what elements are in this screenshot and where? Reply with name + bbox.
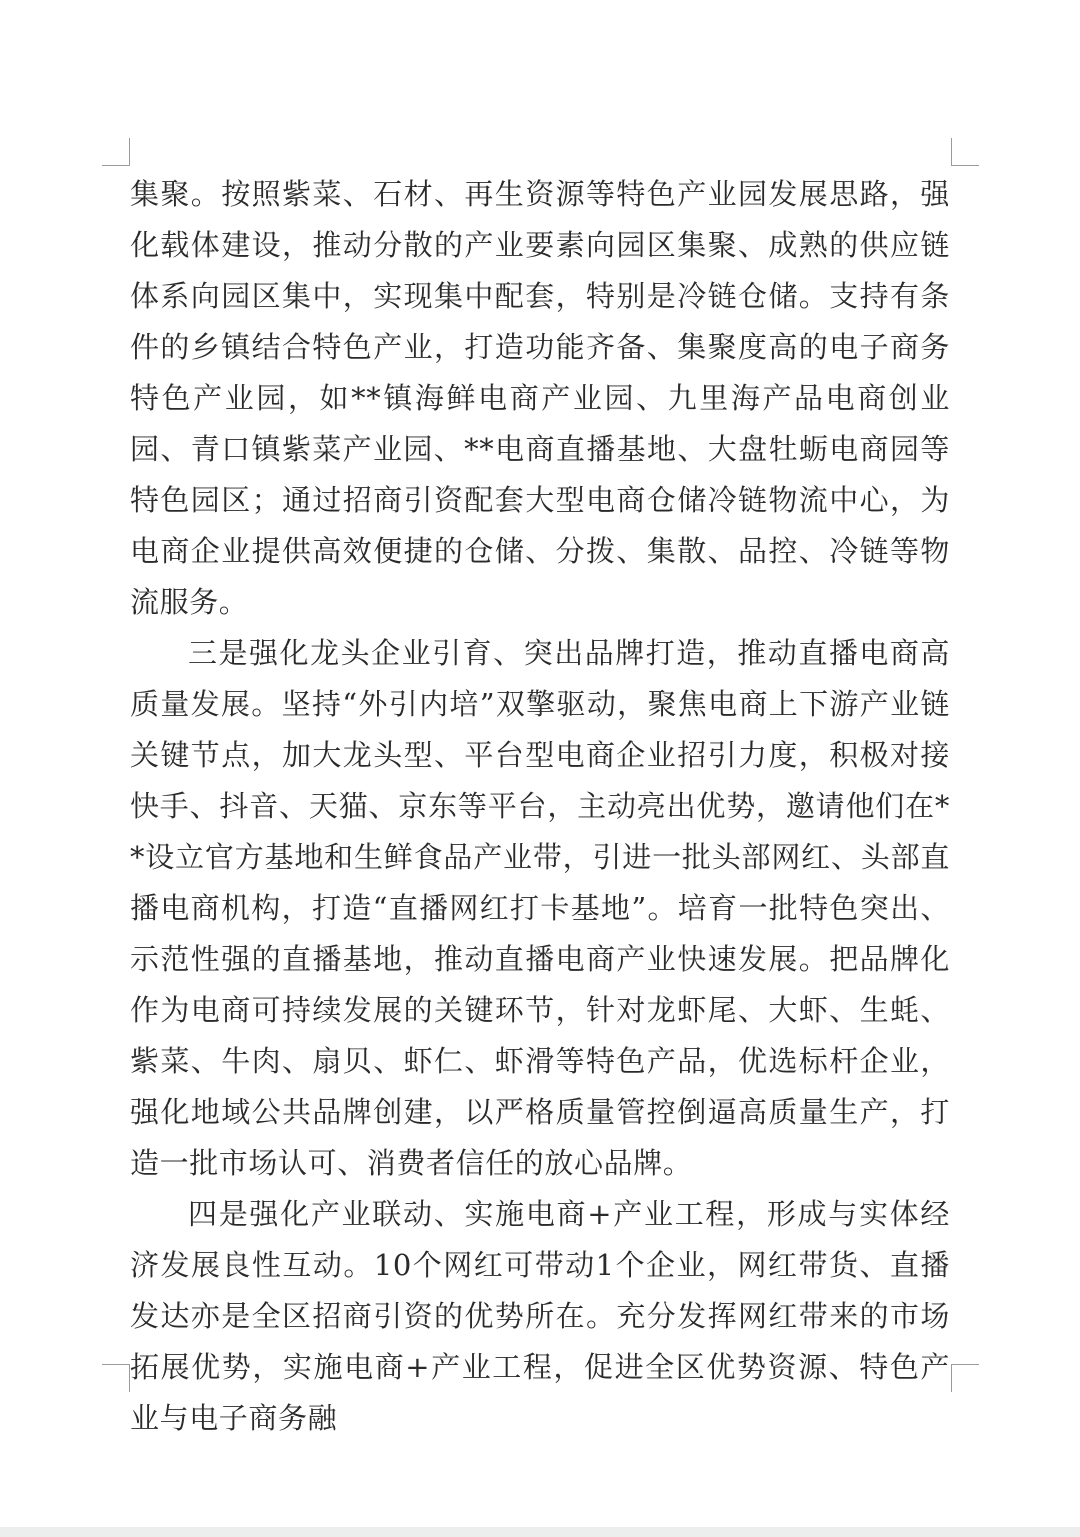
crop-mark-top-right [951, 138, 979, 166]
crop-mark-bottom-right [951, 1364, 979, 1392]
paragraph-1: 集聚。按照紫菜、石材、再生资源等特色产业园发展思路，强化载体建设，推动分散的产业要素向园区集聚、成熟的供应链体系向园区集中，实现集中配套，特别是冷链仓储。支持有条件的乡镇结合特色产业，打造功能齐备、集聚度高的电子商务特色产业园，如**镇海鲜电商产业园、九里海产品电商创业园、青口镇紫菜产业园、**电商直播基地、大盘牡蛎电商园等特色园区；通过招商引资配套大型电商仓储冷链物流中心，为电商企业提供高效便捷的仓储、分拨、集散、品控、冷链等物流服务。 [130, 177, 950, 619]
bottom-strip [0, 1527, 1080, 1537]
crop-mark-top-left [102, 138, 130, 166]
paragraph-2: 三是强化龙头企业引育、突出品牌打造，推动直播电商高质量发展。坚持“外引内培”双擎驱动，聚焦电商上下游产业链关键节点，加大龙头型、平台型电商企业招引力度，积极对接快手、抖音、天猫、京东等平台，主动亮出优势，邀请他们在**设立官方基地和生鲜食品产业带，引进一批头部网红、头部直播电商机构，打造“直播网红打卡基地”。培育一批特色突出、示范性强的直播基地，推动直播电商产业快速发展。把品牌化作为电商可持续发展的关键环节，针对龙虾尾、大虾、生蚝、紫菜、牛肉、扇贝、虾仁、虾滑等特色产品，优选标杆企业，强化地域公共品牌创建，以严格质量管控倒逼高质量生产，打造一批市场认可、消费者信任的放心品牌。 [130, 636, 950, 1180]
crop-mark-bottom-left [102, 1364, 130, 1392]
paragraph-3: 四是强化产业联动、实施电商+产业工程，形成与实体经济发展良性互动。10个网红可带动1个企业，网红带货、直播发达亦是全区招商引资的优势所在。充分发挥网红带来的市场拓展优势，实施电商+产业工程，促进全区优势资源、特色产业与电子商务融 [130, 1197, 950, 1435]
document-body [130, 169, 950, 1444]
